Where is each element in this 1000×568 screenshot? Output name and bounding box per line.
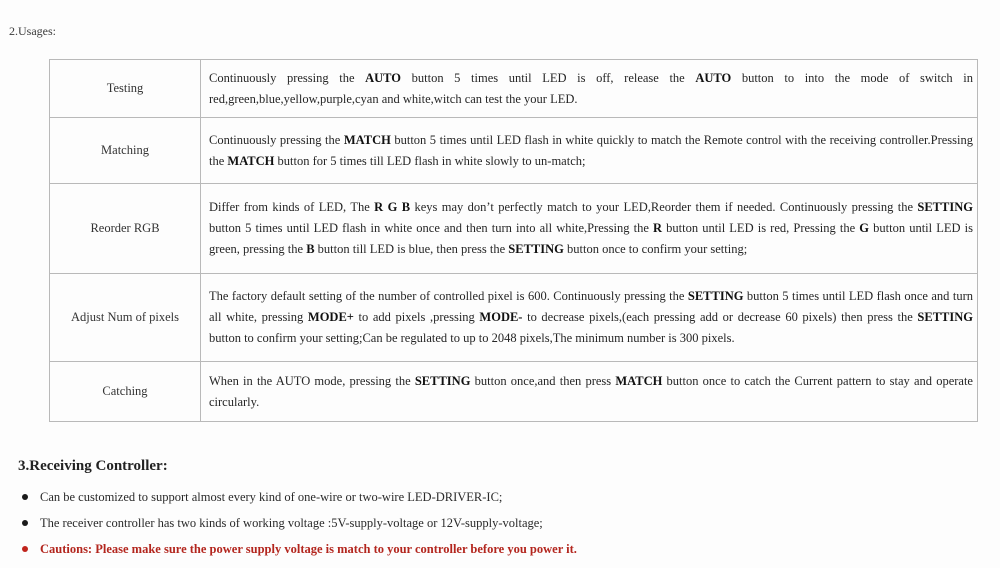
table-row bbox=[50, 184, 978, 274]
row-description bbox=[201, 362, 978, 422]
list-item bbox=[22, 484, 577, 510]
text-run: button 5 times until LED is off, release the bbox=[401, 70, 696, 85]
text-run: button for 5 times till LED flash in white slowly to un-match; bbox=[274, 153, 586, 168]
bold-keyword: SETTING bbox=[917, 310, 973, 324]
text-run: The factory default setting of the number of controlled pixel is 600. Continuously pressing the bbox=[209, 289, 688, 303]
row-label: Reorder RGB bbox=[50, 184, 201, 274]
text-run: button to into the mode of switch in red,green,blue,yellow,purple,cyan and white,witch can test the your LED. bbox=[209, 70, 973, 106]
row-label: Adjust Num of pixels bbox=[50, 274, 201, 362]
list-item-text: Can be customized to support almost every kind of one-wire or two-wire LED-DRIVER-IC; bbox=[40, 490, 503, 504]
table-row bbox=[50, 60, 978, 118]
text-run: button till LED is blue, then press the bbox=[314, 242, 509, 256]
text-run: When in the AUTO mode, pressing the bbox=[209, 373, 415, 388]
bold-keyword: SETTING bbox=[414, 373, 471, 388]
text-run: button once,and then press bbox=[470, 373, 616, 388]
bold-keyword: SETTING bbox=[917, 200, 973, 214]
text-run: button until LED is green, pressing the bbox=[209, 221, 974, 256]
row-description bbox=[201, 274, 978, 362]
text-run: button 5 times until LED flash in white once and then turn into all white,Pressing the bbox=[209, 221, 654, 235]
bold-keyword: AUTO bbox=[365, 70, 402, 85]
bullet-icon bbox=[22, 520, 28, 526]
text-run: button to confirm your setting;Can be regulated to up to 2048 pixels,The minimum number is 300 pixels. bbox=[209, 331, 735, 345]
row-label: Catching bbox=[50, 362, 201, 422]
text-run: button until LED is red, Pressing the bbox=[662, 221, 860, 235]
bold-keyword: R G B bbox=[374, 200, 411, 214]
text-run: button 5 times until LED flash in white quickly to match the Remote control with the receiving controller.Pressing the bbox=[209, 132, 973, 168]
row-label: Testing bbox=[50, 60, 201, 118]
row-description bbox=[201, 60, 978, 118]
receiving-controller-heading: 3.Receiving Controller: bbox=[18, 458, 168, 474]
bold-keyword: AUTO bbox=[695, 70, 732, 85]
row-description bbox=[201, 118, 978, 184]
bold-keyword: SETTING bbox=[508, 242, 564, 256]
bold-keyword: B bbox=[306, 242, 315, 256]
caution-item bbox=[22, 536, 577, 562]
text-run: to decrease pixels,(each pressing add or decrease 60 pixels) then press the bbox=[522, 310, 918, 324]
bold-keyword: MODE- bbox=[479, 310, 523, 324]
bold-keyword: MATCH bbox=[615, 373, 663, 388]
list-item bbox=[22, 510, 577, 536]
bullet-icon bbox=[22, 494, 28, 500]
table-row bbox=[50, 362, 978, 422]
bold-keyword: R bbox=[653, 221, 663, 235]
bold-keyword: MATCH bbox=[227, 153, 275, 168]
bold-keyword: G bbox=[859, 221, 870, 235]
text-run: keys may don’t perfectly match to your LED,Reorder them if needed. Continuously pressing the bbox=[410, 200, 918, 214]
receiving-controller-list bbox=[22, 484, 577, 562]
text-run: to add pixels ,pressing bbox=[353, 310, 480, 324]
list-item-text: The receiver controller has two kinds of working voltage :5V-supply-voltage or 12V-supply-voltage; bbox=[40, 516, 543, 530]
bold-keyword: SETTING bbox=[687, 289, 744, 303]
text-run: Continuously pressing the bbox=[209, 132, 344, 147]
text-run: button once to confirm your setting; bbox=[563, 242, 748, 256]
row-label: Matching bbox=[50, 118, 201, 184]
usages-heading: 2.Usages: bbox=[9, 24, 56, 38]
text-run: Continuously pressing the bbox=[209, 70, 366, 85]
text-run: button once to catch the Current pattern to stay and operate circularly. bbox=[209, 373, 973, 409]
table-row bbox=[50, 274, 978, 362]
usages-table bbox=[49, 59, 978, 422]
text-run: Differ from kinds of LED, The bbox=[209, 200, 375, 214]
bullet-icon bbox=[22, 546, 28, 552]
text-run: button 5 times until LED flash once and turn all white, pressing bbox=[209, 289, 973, 324]
bold-keyword: MODE+ bbox=[307, 310, 354, 324]
table-row bbox=[50, 118, 978, 184]
caution-text: Cautions: Please make sure the power supply voltage is match to your controller before you power it. bbox=[40, 542, 577, 556]
bold-keyword: MATCH bbox=[343, 132, 391, 147]
row-description bbox=[201, 184, 978, 274]
